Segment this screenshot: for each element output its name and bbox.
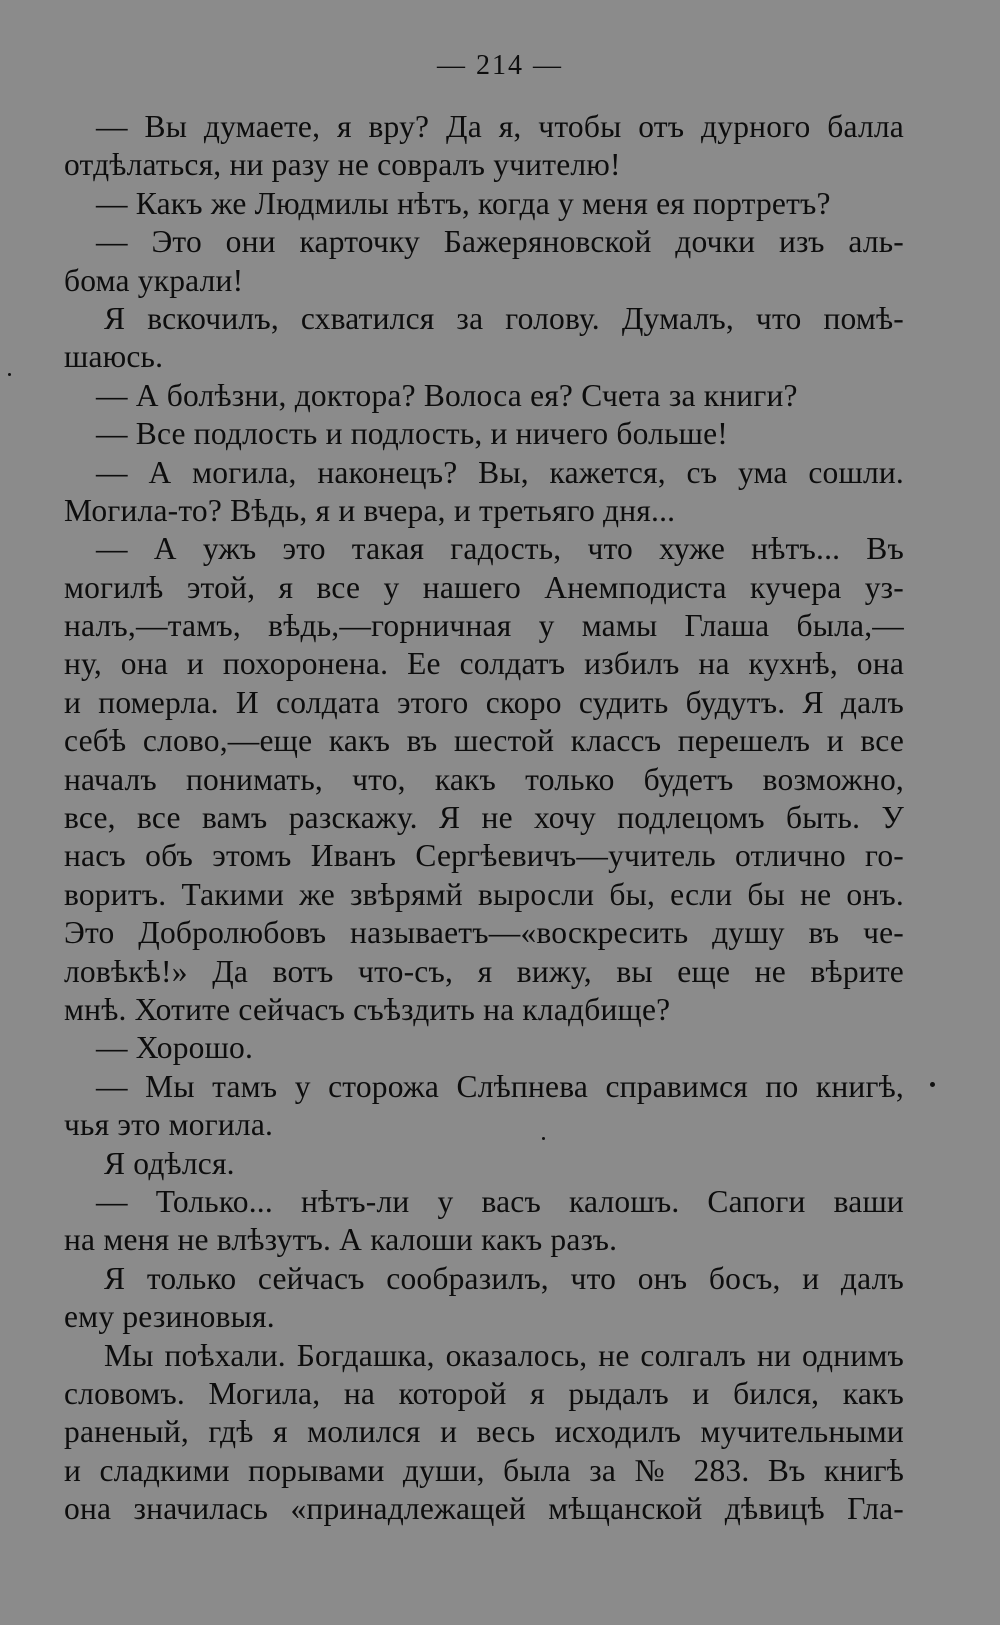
- text-line: шаюсь.: [64, 339, 164, 375]
- text-line: — А болѣзни, доктора? Волоса ея? Счета за книги?: [96, 377, 798, 413]
- text-line: Могила-то? Вѣдь, я и вчера, и третьяго дня...: [64, 492, 676, 528]
- text-line: все, все вамъ разскажу. Я не хочу подлецомъ быть. У: [64, 800, 904, 836]
- text-line: Мы поѣхали. Богдашка, оказалось, не солгалъ ни однимъ: [104, 1337, 904, 1373]
- text-line: раненый, гдѣ я молился и весь исходилъ мучительными: [64, 1414, 904, 1450]
- text-line: на меня не влѣзутъ. А калоши какъ разъ.: [64, 1222, 618, 1258]
- page-text: [64, 108, 904, 1528]
- text-line: насъ объ этомъ Иванъ Сергѣевичъ—учитель отлично го-: [64, 838, 904, 874]
- text-line: — А ужъ это такая гадость, что хуже нѣтъ... Въ: [96, 531, 904, 567]
- text-line: — Мы тамъ у сторожа Слѣпнева справимся по книгѣ,: [96, 1068, 904, 1104]
- text-line: налъ,—тамъ, вѣдь,—горничная у мамы Глаша была,—: [64, 608, 904, 644]
- text-line: себѣ слово,—еще какъ въ шестой классъ перешелъ и все: [64, 723, 904, 759]
- text-line: и сладкими порывами души, была за № 283. Въ книгѣ: [64, 1452, 904, 1488]
- print-speck: [930, 1082, 935, 1087]
- text-line: Я одѣлся.: [104, 1145, 235, 1181]
- text-line: она значилась «принадлежащей мѣщанской дѣвицѣ Гла-: [64, 1491, 904, 1527]
- text-line: Я только сейчасъ сообразилъ, что онъ босъ, и далъ: [104, 1260, 904, 1296]
- text-line: и померла. И солдата этого скоро судить будутъ. Я далъ: [64, 684, 904, 720]
- text-line: Я вскочилъ, схватился за голову. Думалъ, что помѣ-: [104, 300, 904, 336]
- text-line: могилѣ этой, я все у нашего Анемподиста кучера уз-: [64, 569, 904, 605]
- text-line: — Все подлость и подлость, и ничего больше!: [96, 416, 728, 452]
- text-line: началъ понимать, что, какъ только будетъ возможно,: [64, 761, 904, 797]
- text-line: ну, она и похоронена. Ее солдатъ избилъ на кухнѣ, она: [64, 646, 904, 682]
- print-speck: [542, 1137, 545, 1140]
- text-line: бома украли!: [64, 262, 244, 298]
- text-line: — Это они карточку Бажеряновской дочки изъ аль-: [96, 224, 904, 260]
- text-line: — А могила, наконецъ? Вы, кажется, съ ума сошли.: [96, 454, 904, 490]
- text-line: воритъ. Такими же звѣрямй выросли бы, если бы не онъ.: [64, 876, 904, 912]
- text-line: — Хорошо.: [96, 1030, 254, 1066]
- text-line: мнѣ. Хотите сейчасъ съѣздить на кладбище?: [64, 991, 671, 1027]
- text-line: — Какъ же Людмилы нѣтъ, когда у меня ея портретъ?: [96, 185, 831, 221]
- text-line: Это Добролюбовъ называетъ—«воскресить душу въ че-: [64, 915, 904, 951]
- text-line: ловѣкѣ!» Да вотъ что-съ, я вижу, вы еще не вѣрите: [64, 953, 904, 989]
- page-number: — 214 —: [437, 50, 563, 81]
- text-line: — Вы думаете, я вру? Да я, чтобы отъ дурного балла: [96, 109, 904, 144]
- text-line: ему резиновыя.: [64, 1299, 275, 1335]
- print-speck: [8, 373, 11, 376]
- text-line: словомъ. Могила, на которой я рыдалъ и бился, какъ: [64, 1375, 904, 1411]
- text-line: — Только... нѣтъ-ли у васъ калошъ. Сапоги ваши: [96, 1183, 904, 1219]
- text-line: чья это могила.: [64, 1107, 274, 1143]
- text-line: отдѣлаться, ни разу не совралъ учителю!: [64, 147, 621, 183]
